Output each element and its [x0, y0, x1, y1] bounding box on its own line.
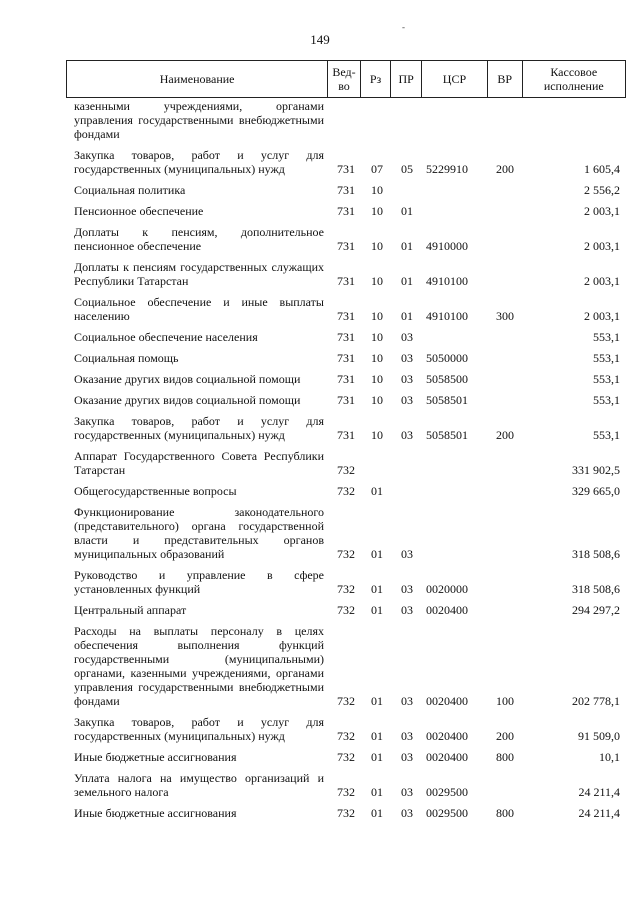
- cell-rz: 01: [371, 603, 383, 617]
- cell-name: Центральный аппарат: [74, 603, 187, 617]
- table-row: [66, 449, 626, 477]
- page-number: 149: [310, 32, 330, 47]
- cell-csr: [422, 484, 488, 498]
- cell-csr: [422, 204, 488, 218]
- cell-rz: 10: [371, 428, 383, 442]
- cell-sum: 2 003,1: [584, 274, 620, 288]
- cell-ved: 732: [337, 785, 355, 799]
- cell-sum: [522, 99, 626, 141]
- cell-vr: [488, 330, 522, 344]
- header-csr: ЦСР: [421, 61, 487, 97]
- cell-name: Доплаты к пенсиям, дополнительное пенсионное обеспечение: [74, 225, 324, 253]
- cell-ved: 731: [337, 239, 355, 253]
- cell-csr: 4910100: [426, 274, 468, 288]
- table-row: [66, 225, 626, 253]
- cell-pr: 03: [401, 428, 413, 442]
- cell-rz: 01: [371, 750, 383, 764]
- cell-pr: 03: [401, 785, 413, 799]
- cell-pr: 03: [401, 582, 413, 596]
- cell-csr: [422, 99, 488, 141]
- cell-sum: 91 509,0: [578, 729, 620, 743]
- cell-rz: [362, 449, 392, 477]
- header-name: Наименование: [66, 61, 327, 97]
- cell-pr: [392, 484, 422, 498]
- table-row: [66, 624, 626, 708]
- cell-name: Оказание других видов социальной помощи: [74, 393, 301, 407]
- cell-ved: 732: [337, 582, 355, 596]
- table-row: [66, 806, 626, 820]
- cell-rz: 10: [371, 204, 383, 218]
- table-row: [66, 295, 626, 323]
- cell-pr: 01: [401, 274, 413, 288]
- header-rz: Рз: [360, 61, 391, 97]
- cell-rz: 01: [371, 694, 383, 708]
- cell-rz: 10: [371, 351, 383, 365]
- cell-sum: 553,1: [593, 330, 620, 344]
- cell-sum: 10,1: [599, 750, 620, 764]
- cell-sum: 553,1: [593, 351, 620, 365]
- cell-rz: 10: [371, 183, 383, 197]
- cell-sum: 331 902,5: [572, 463, 620, 477]
- cell-rz: 10: [371, 330, 383, 344]
- cell-name: Социальная помощь: [74, 351, 179, 365]
- cell-rz: 01: [371, 785, 383, 799]
- cell-ved: 731: [337, 428, 355, 442]
- cell-ved: 732: [337, 750, 355, 764]
- cell-pr: [392, 99, 422, 141]
- cell-sum: 553,1: [593, 393, 620, 407]
- cell-pr: 03: [401, 750, 413, 764]
- table-row: [66, 484, 626, 498]
- cell-vr: [488, 225, 522, 253]
- cell-csr: 5050000: [426, 351, 468, 365]
- cell-rz: 01: [371, 582, 383, 596]
- cell-csr: [422, 449, 488, 477]
- cell-sum: 318 508,6: [572, 582, 620, 596]
- cell-pr: 05: [401, 162, 413, 176]
- header-vr: ВР: [487, 61, 522, 97]
- cell-name: Аппарат Государственного Совета Республики Татарстан: [74, 449, 324, 477]
- cell-vr: [488, 505, 522, 561]
- cell-ved: 731: [337, 351, 355, 365]
- table-row: [66, 771, 626, 799]
- cell-csr: [422, 330, 488, 344]
- cell-pr: 01: [401, 239, 413, 253]
- header-pr: ПР: [390, 61, 421, 97]
- top-mark: -: [402, 22, 405, 32]
- cell-ved: [330, 99, 362, 141]
- cell-pr: 03: [401, 393, 413, 407]
- cell-vr: [488, 393, 522, 407]
- cell-csr: 0020400: [426, 694, 468, 708]
- budget-table: [66, 60, 626, 827]
- cell-ved: 731: [337, 162, 355, 176]
- cell-ved: 732: [337, 463, 355, 477]
- cell-pr: [392, 183, 422, 197]
- table-row: [66, 750, 626, 764]
- cell-vr: 100: [496, 694, 514, 708]
- table-row: [66, 204, 626, 218]
- cell-sum: 24 211,4: [578, 785, 620, 799]
- cell-name: казенными учреждениями, органами управления государственными внебюджетными фондами: [74, 99, 324, 141]
- table-row: [66, 372, 626, 386]
- cell-vr: [488, 99, 522, 141]
- cell-name: Руководство и управление в сфере установленных функций: [74, 568, 324, 596]
- cell-rz: 10: [371, 393, 383, 407]
- table-row: [66, 330, 626, 344]
- cell-rz: 01: [371, 547, 383, 561]
- cell-sum: 294 297,2: [572, 603, 620, 617]
- cell-pr: 03: [401, 351, 413, 365]
- cell-rz: 10: [371, 372, 383, 386]
- table-row: [66, 99, 626, 141]
- cell-ved: 732: [337, 729, 355, 743]
- cell-csr: 5058501: [426, 428, 468, 442]
- cell-name: Закупка товаров, работ и услуг для государственных (муниципальных) нужд: [74, 148, 324, 176]
- cell-name: Иные бюджетные ассигнования: [74, 750, 237, 764]
- cell-name: Оказание других видов социальной помощи: [74, 372, 301, 386]
- cell-name: Функционирование законодательного (представительного) органа государственной власти и представительных органов муниципальных образований: [74, 505, 324, 561]
- table-row: [66, 603, 626, 617]
- cell-sum: 2 003,1: [584, 309, 620, 323]
- cell-vr: [488, 204, 522, 218]
- cell-name: Пенсионное обеспечение: [74, 204, 204, 218]
- header-sum-text: Кассовое исполнение: [543, 65, 604, 93]
- cell-rz: 10: [371, 274, 383, 288]
- cell-ved: 731: [337, 274, 355, 288]
- table-row: [66, 393, 626, 407]
- cell-ved: 732: [337, 694, 355, 708]
- cell-vr: [488, 260, 522, 288]
- cell-pr: 03: [401, 603, 413, 617]
- table-row: [66, 568, 626, 596]
- cell-vr: 800: [496, 806, 514, 820]
- cell-csr: [422, 505, 488, 561]
- cell-rz: 01: [371, 806, 383, 820]
- cell-rz: 01: [371, 729, 383, 743]
- header-sum: [522, 61, 627, 97]
- cell-csr: 4910000: [426, 239, 468, 253]
- cell-sum: 553,1: [593, 372, 620, 386]
- cell-pr: 03: [401, 729, 413, 743]
- table-header: [66, 60, 626, 98]
- cell-pr: 03: [401, 372, 413, 386]
- table-row: [66, 715, 626, 743]
- cell-pr: 01: [401, 309, 413, 323]
- cell-ved: 732: [337, 484, 355, 498]
- cell-sum: 553,1: [593, 428, 620, 442]
- cell-csr: 0020000: [426, 582, 468, 596]
- cell-csr: 0029500: [426, 785, 468, 799]
- cell-csr: 4910100: [426, 309, 468, 323]
- cell-vr: [488, 449, 522, 477]
- cell-vr: [488, 568, 522, 596]
- cell-rz: 10: [371, 309, 383, 323]
- cell-csr: 0020400: [426, 750, 468, 764]
- cell-csr: 0020400: [426, 603, 468, 617]
- cell-name: Социальная политика: [74, 183, 186, 197]
- cell-ved: 732: [337, 547, 355, 561]
- cell-name: Уплата налога на имущество организаций и земельного налога: [74, 771, 324, 799]
- table-row: [66, 351, 626, 365]
- cell-sum: 24 211,4: [578, 806, 620, 820]
- cell-pr: 01: [401, 204, 413, 218]
- cell-vr: [488, 372, 522, 386]
- cell-sum: 318 508,6: [572, 547, 620, 561]
- cell-sum: 202 778,1: [572, 694, 620, 708]
- cell-rz: 07: [371, 162, 383, 176]
- cell-vr: [488, 484, 522, 498]
- cell-sum: 2 003,1: [584, 239, 620, 253]
- cell-sum: 2 556,2: [584, 183, 620, 197]
- cell-vr: 200: [496, 428, 514, 442]
- cell-ved: 731: [337, 330, 355, 344]
- table-row: [66, 183, 626, 197]
- cell-csr: 5058500: [426, 372, 468, 386]
- cell-rz: [362, 99, 392, 141]
- table-row: [66, 414, 626, 442]
- cell-ved: 732: [337, 806, 355, 820]
- cell-name: Доплаты к пенсиям государственных служащих Республики Татарстан: [74, 260, 324, 288]
- cell-vr: 800: [496, 750, 514, 764]
- cell-vr: [488, 603, 522, 617]
- cell-ved: 732: [337, 603, 355, 617]
- cell-ved: 731: [337, 393, 355, 407]
- cell-name: Закупка товаров, работ и услуг для государственных (муниципальных) нужд: [74, 715, 324, 743]
- table-row: [66, 505, 626, 561]
- cell-name: Закупка товаров, работ и услуг для государственных (муниципальных) нужд: [74, 414, 324, 442]
- cell-sum: 1 605,4: [584, 162, 620, 176]
- cell-ved: 731: [337, 183, 355, 197]
- cell-name: Социальное обеспечение и иные выплаты населению: [74, 295, 324, 323]
- cell-csr: 0029500: [426, 806, 468, 820]
- cell-vr: 200: [496, 162, 514, 176]
- cell-rz: 10: [371, 239, 383, 253]
- cell-name: Расходы на выплаты персоналу в целях обеспечения выполнения функций государственными (муниципальными) органами, казенными учреждениями, органами управления государственными внебюджетными фондами: [74, 624, 324, 708]
- cell-sum: 2 003,1: [584, 204, 620, 218]
- cell-rz: 01: [371, 484, 383, 498]
- header-ved: [327, 61, 360, 97]
- cell-pr: 03: [401, 806, 413, 820]
- cell-pr: 03: [401, 547, 413, 561]
- cell-csr: 0020400: [426, 729, 468, 743]
- cell-ved: 731: [337, 204, 355, 218]
- table-row: [66, 260, 626, 288]
- cell-csr: 5058501: [426, 393, 468, 407]
- cell-pr: 03: [401, 330, 413, 344]
- table-row: [66, 148, 626, 176]
- header-ved-text: Вед- во: [332, 65, 356, 93]
- cell-vr: 300: [496, 309, 514, 323]
- table-body: [66, 99, 626, 820]
- cell-vr: [488, 771, 522, 799]
- cell-name: Социальное обеспечение населения: [74, 330, 258, 344]
- cell-pr: [392, 449, 422, 477]
- cell-csr: [422, 183, 488, 197]
- cell-csr: 5229910: [426, 162, 468, 176]
- cell-vr: [488, 351, 522, 365]
- cell-pr: 03: [401, 694, 413, 708]
- cell-ved: 731: [337, 372, 355, 386]
- cell-vr: 200: [496, 729, 514, 743]
- cell-sum: 329 665,0: [572, 484, 620, 498]
- cell-name: Общегосударственные вопросы: [74, 484, 237, 498]
- cell-name: Иные бюджетные ассигнования: [74, 806, 237, 820]
- cell-ved: 731: [337, 309, 355, 323]
- cell-vr: [488, 183, 522, 197]
